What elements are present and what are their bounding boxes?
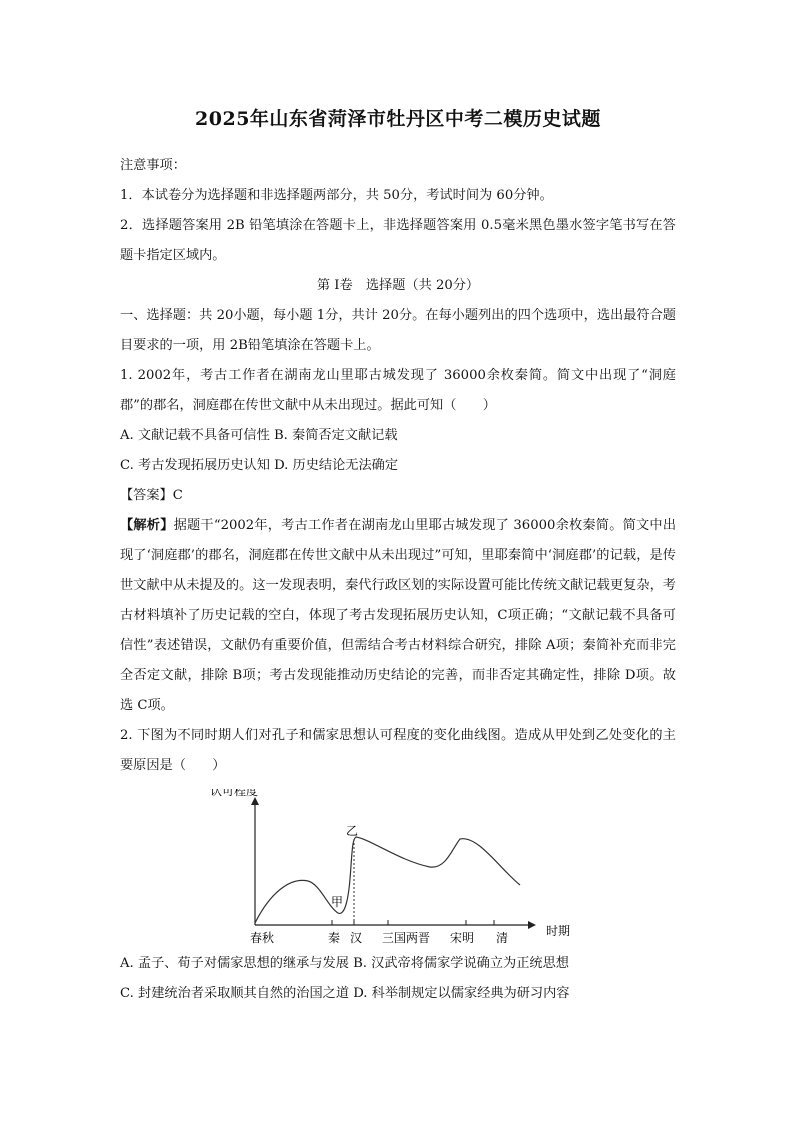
analysis-label: 【解析】 bbox=[120, 518, 174, 533]
question-1-stem: 1. 2002年，考古工作者在湖南龙山里耶古城发现了 36000余枚秦简。简文中出现了“洞庭郡”的郡名，洞庭郡在传世文献中从未出现过。据此可知（ ） bbox=[120, 368, 676, 413]
question-1-options-cd: C. 考古发现拓展历史认知 D. 历史结论无法确定 bbox=[120, 458, 399, 473]
section-intro: 一、选择题：共 20小题，每小题 1分，共计 20分。在每小题列出的四个选项中，选出最符合题目要求的一项，用 2B铅笔填涂在答题卡上。 bbox=[120, 308, 676, 353]
tick-label-sanguoliangjin: 三国两晋 bbox=[382, 931, 431, 945]
tick-label-han: 汉 bbox=[350, 931, 363, 945]
confucian-acceptance-chart bbox=[210, 789, 590, 949]
tick-label-qing: 清 bbox=[496, 931, 509, 945]
question-2-options-cd: C. 封建统治者采取顺其自然的治国之道 D. 科举制规定以儒家经典为研习内容 bbox=[120, 986, 570, 1001]
y-axis-label: 认可程度 bbox=[210, 789, 259, 798]
notes-item-1: 1．本试卷分为选择题和非选择题两部分，共 50分，考试时间为 60分钟。 bbox=[120, 188, 553, 203]
question-1-analysis bbox=[120, 511, 676, 721]
acceptance-curve bbox=[255, 837, 520, 923]
question-2-options-ab: A. 孟子、荀子对儒家思想的继承与发展 B. 汉武帝将儒家学说确立为正统思想 bbox=[120, 956, 569, 971]
notes-item-2: 2．选择题答案用 2B 铅笔填涂在答题卡上，非选择题答案用 0.5毫米黑色墨水签字笔书写在答题卡指定区域内。 bbox=[120, 218, 676, 263]
y-axis-arrow-icon bbox=[251, 797, 259, 805]
tick-label-qin: 秦 bbox=[328, 931, 341, 945]
exam-page bbox=[120, 104, 676, 1009]
x-axis-label: 时期 bbox=[546, 924, 571, 938]
annotation-jia: 甲 bbox=[331, 895, 344, 909]
notes-heading: 注意事项： bbox=[120, 158, 186, 173]
x-axis-arrow-icon bbox=[528, 921, 536, 929]
section-title: 第 I卷 选择题（共 20分） bbox=[316, 278, 480, 293]
page-title: 2025年山东省菏泽市牡丹区中考二模历史试题 bbox=[195, 108, 601, 130]
question-1-answer: 【答案】C bbox=[120, 488, 183, 503]
tick-label-chunqiu: 春秋 bbox=[250, 931, 275, 945]
chart-svg bbox=[210, 789, 590, 949]
question-1-options-ab: A. 文献记载不具备可信性 B. 秦简否定文献记载 bbox=[120, 428, 398, 443]
question-2-stem: 2. 下图为不同时期人们对孔子和儒家思想认可程度的变化曲线图。造成从甲处到乙处变化的主要原因是（ ） bbox=[120, 728, 676, 773]
analysis-text: 据题干“2002年，考古工作者在湖南龙山里耶古城发现了 36000余枚秦简。简文中出现了‘洞庭郡’的郡名，洞庭郡在传世文献中从未出现过”可知，里耶秦简中‘洞庭郡’的记载，是传世文献中从未提及的。这一发现表明，秦代行政区划的实际设置可能比传统文献记载更复杂，考古材料填补了历史记载的空白，体现了考古发现拓展历史认知，C项正确；“文献记载不具备可信性”表述错误，文献仍有重要价值，但需结合考古材料综合研究，排除 A项；秦简补充而非完全否定文献，排除 B项；考古发现能推动历史结论的完善，而非否定其确定性，排除 D项。故选 C项。 bbox=[120, 518, 677, 713]
annotation-yi: 乙 bbox=[346, 824, 359, 838]
tick-label-songming: 宋明 bbox=[450, 931, 475, 945]
